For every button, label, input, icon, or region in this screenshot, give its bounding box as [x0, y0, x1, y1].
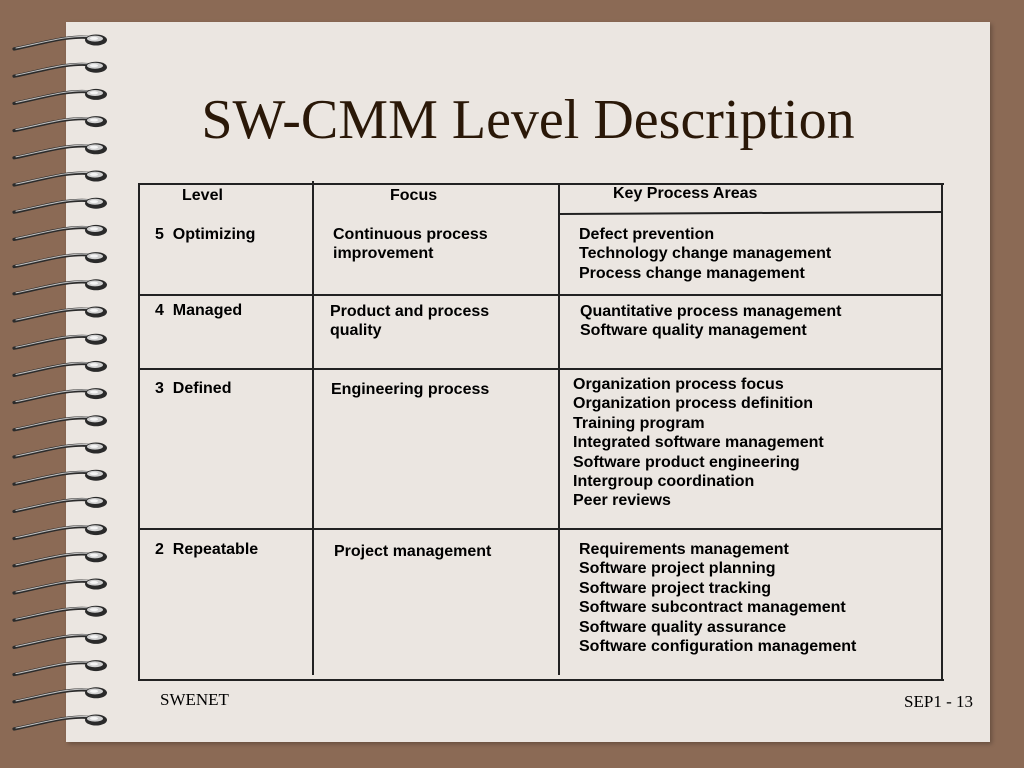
spiral-ring	[14, 497, 107, 512]
table-rule-3	[138, 528, 941, 530]
table-rule-left	[138, 183, 140, 681]
table-rule-right	[941, 183, 943, 681]
kpa-item: Software subcontract management	[579, 599, 846, 617]
focus-line: Project management	[334, 543, 492, 560]
kpa-managed	[580, 302, 841, 341]
table-rule-bottom	[138, 679, 944, 681]
focus-defined	[331, 380, 489, 399]
table-rule-top	[138, 183, 944, 185]
spiral-ring	[14, 579, 107, 594]
spiral-ring	[14, 252, 107, 267]
spiral-ring	[14, 388, 107, 403]
kpa-item: Software product engineering	[573, 453, 800, 471]
footer-right: SEP1 - 13	[904, 692, 973, 711]
kpa-item: Software configuration management	[579, 638, 857, 656]
spiral-ring	[14, 715, 107, 730]
spiral-ring	[14, 687, 107, 702]
spiral-ring	[14, 470, 107, 485]
kpa-item: Organization process definition	[573, 395, 814, 413]
kpa-item: Peer reviews	[573, 492, 671, 510]
spiral-ring	[14, 279, 107, 294]
spiral-ring	[14, 633, 107, 648]
spiral-ring	[14, 225, 107, 240]
spiral-ring	[14, 171, 107, 186]
focus-repeatable	[334, 542, 491, 561]
table-rule-col1	[312, 181, 314, 675]
spiral-ring	[14, 198, 107, 213]
kpa-item: Software quality assurance	[579, 618, 787, 636]
kpa-item: Integrated software management	[573, 434, 824, 452]
kpa-item: Software quality management	[580, 322, 807, 340]
spiral-ring	[14, 606, 107, 621]
footer-left: SWENET	[160, 690, 229, 709]
focus-line: improvement	[333, 245, 434, 263]
level-repeatable: 2 Repeatable	[155, 541, 259, 558]
focus-line: quality	[330, 322, 382, 340]
spiral-ring	[14, 35, 107, 50]
table-rule-col2	[558, 183, 560, 675]
kpa-item: Defect prevention	[579, 226, 715, 243]
focus-line: Continuous process	[333, 226, 488, 243]
header-level: Level	[182, 187, 223, 204]
spiral-ring	[14, 415, 107, 430]
kpa-item: Software project planning	[579, 560, 776, 578]
spiral-ring	[14, 361, 107, 376]
kpa-repeatable	[579, 540, 856, 656]
table-rule-1	[138, 294, 941, 296]
spiral-ring	[14, 660, 107, 675]
level-defined: 3 Defined	[155, 380, 232, 397]
level-managed: 4 Managed	[155, 302, 243, 319]
kpa-defined	[573, 375, 824, 511]
spiral-ring	[14, 62, 107, 77]
spiral-ring	[14, 307, 107, 322]
kpa-item: Training program	[573, 414, 705, 432]
spiral-ring	[14, 551, 107, 566]
kpa-item: Organization process focus	[573, 376, 784, 393]
kpa-item: Technology change management	[579, 245, 832, 263]
focus-managed	[330, 302, 489, 341]
kpa-item: Intergroup coordination	[573, 473, 755, 491]
kpa-optimizing	[579, 225, 831, 283]
spiral-ring	[14, 334, 107, 349]
header-focus: Focus	[390, 187, 438, 204]
header-key-process-areas: Key Process Areas	[613, 185, 758, 202]
kpa-item: Process change management	[579, 264, 805, 282]
level-optimizing: 5 Optimizing	[155, 226, 256, 243]
focus-line: Engineering process	[331, 381, 490, 398]
focus-line: Product and process	[330, 303, 490, 320]
kpa-item: Requirements management	[579, 541, 789, 558]
spiral-ring	[14, 524, 107, 539]
focus-optimizing	[333, 225, 488, 264]
table-rule-2	[138, 368, 941, 370]
kpa-item: Software project tracking	[579, 579, 772, 597]
slide-title: SW-CMM Level Description	[201, 89, 855, 151]
spiral-ring	[14, 443, 107, 458]
kpa-item: Quantitative process management	[580, 303, 842, 320]
